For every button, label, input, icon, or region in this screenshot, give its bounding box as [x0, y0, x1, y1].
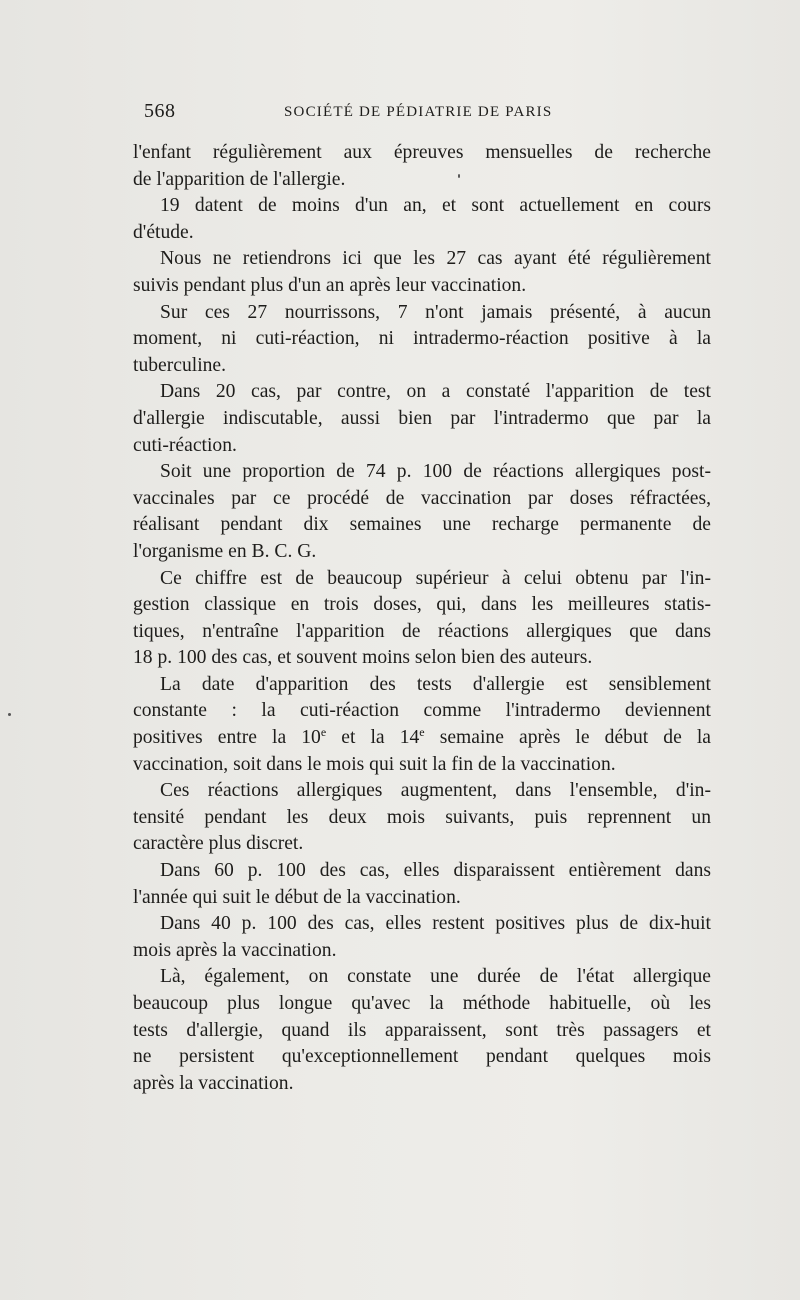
text-line: mois après la vaccination. [133, 939, 337, 961]
paragraph-4 [133, 300, 711, 380]
text-fragment: et la 14 [326, 727, 420, 749]
text-fragment: positives entre la 10 [133, 727, 321, 749]
paragraph-12 [133, 964, 711, 1097]
body-text [133, 140, 711, 1097]
text-line: l'année qui suit le début de la vaccination. [133, 886, 461, 908]
text-line: Dans 20 cas, par contre, on a constaté l'apparition de test [160, 381, 711, 403]
text-line: 19 datent de moins d'un an, et sont actuellement en cours [160, 195, 711, 217]
text-line: l'organisme en B. C. G. [133, 540, 317, 562]
text-line: après la vaccination. [133, 1072, 294, 1094]
text-line: suivis pendant plus d'un an après leur vaccination. [133, 274, 527, 296]
paragraph-9 [133, 778, 711, 858]
text-line: de l'apparition de l'allergie. [133, 168, 346, 190]
text-line: 18 p. 100 des cas, et souvent moins selon bien des auteurs. [133, 647, 593, 669]
paper-speck [8, 713, 11, 716]
text-line: réalisant pendant dix semaines une recharge permanente de [133, 514, 711, 536]
text-line: Dans 60 p. 100 des cas, elles disparaissent entièrement dans [160, 860, 711, 882]
paragraph-3 [133, 246, 711, 299]
text-line: Nous ne retiendrons ici que les 27 cas ayant été régulièrement [160, 248, 711, 270]
text-line: l'enfant régulièrement aux épreuves mensuelles de recherche [133, 142, 711, 163]
text-line: beaucoup plus longue qu'avec la méthode habituelle, où les [133, 993, 711, 1014]
text-line: caractère plus discret. [133, 833, 304, 855]
text-line: tests d'allergie, quand ils apparaissent, sont très passagers et [133, 1019, 711, 1041]
text-line: Ce chiffre est de beaucoup supérieur à celui obtenu par l'in- [160, 567, 711, 589]
page-number: 568 [144, 100, 176, 122]
text-line: Soit une proportion de 74 p. 100 de réactions allergiques post- [160, 461, 711, 483]
text-line: d'étude. [133, 221, 194, 243]
text-line: tiques, n'entraîne l'apparition de réactions allergiques que dans [133, 620, 711, 642]
paragraph-8 [133, 672, 711, 778]
text-line: Dans 40 p. 100 des cas, elles restent positives plus de dix-huit [160, 913, 711, 935]
text-line: vaccinales par ce procédé de vaccination par doses réfractées, [133, 487, 711, 509]
running-head: SOCIÉTÉ DE PÉDIATRIE DE PARIS [284, 104, 553, 120]
text-line-with-superscripts [133, 725, 711, 752]
text-line: Ces réactions allergiques augmentent, dans l'ensemble, d'in- [160, 780, 711, 802]
paragraph-5 [133, 379, 711, 459]
text-line: tensité pendant les deux mois suivants, puis reprennent un [133, 806, 711, 828]
paragraph-6 [133, 459, 711, 565]
paragraph-2 [133, 193, 711, 246]
superscript: e [320, 725, 327, 740]
text-line: Là, également, on constate une durée de l'état allergique [160, 966, 711, 988]
text-line: d'allergie indiscutable, aussi bien par l'intradermo que par la [133, 407, 711, 429]
paragraph-1 [133, 140, 711, 193]
paragraph-11 [133, 911, 711, 964]
page-header [144, 100, 584, 130]
text-line: ne persistent qu'exceptionnellement pendant quelques mois [133, 1046, 711, 1068]
text-line: cuti-réaction. [133, 434, 237, 456]
paragraph-7 [133, 566, 711, 672]
text-line: moment, ni cuti-réaction, ni intradermo-réaction positive à la [133, 328, 711, 350]
paper-speck [458, 174, 460, 178]
text-line: Sur ces 27 nourrissons, 7 n'ont jamais présenté, à aucun [160, 301, 711, 323]
text-fragment: semaine après le début de la [424, 727, 711, 749]
text-line: constante : la cuti-réaction comme l'intradermo deviennent [133, 700, 711, 722]
text-line: vaccination, soit dans le mois qui suit la fin de la vaccination. [133, 753, 616, 775]
text-line: La date d'apparition des tests d'allergie est sensiblement [160, 673, 711, 695]
text-line: tuberculine. [133, 354, 227, 376]
superscript: e [419, 725, 425, 740]
paragraph-10 [133, 858, 711, 911]
text-line: gestion classique en trois doses, qui, dans les meilleures statis- [133, 594, 711, 616]
